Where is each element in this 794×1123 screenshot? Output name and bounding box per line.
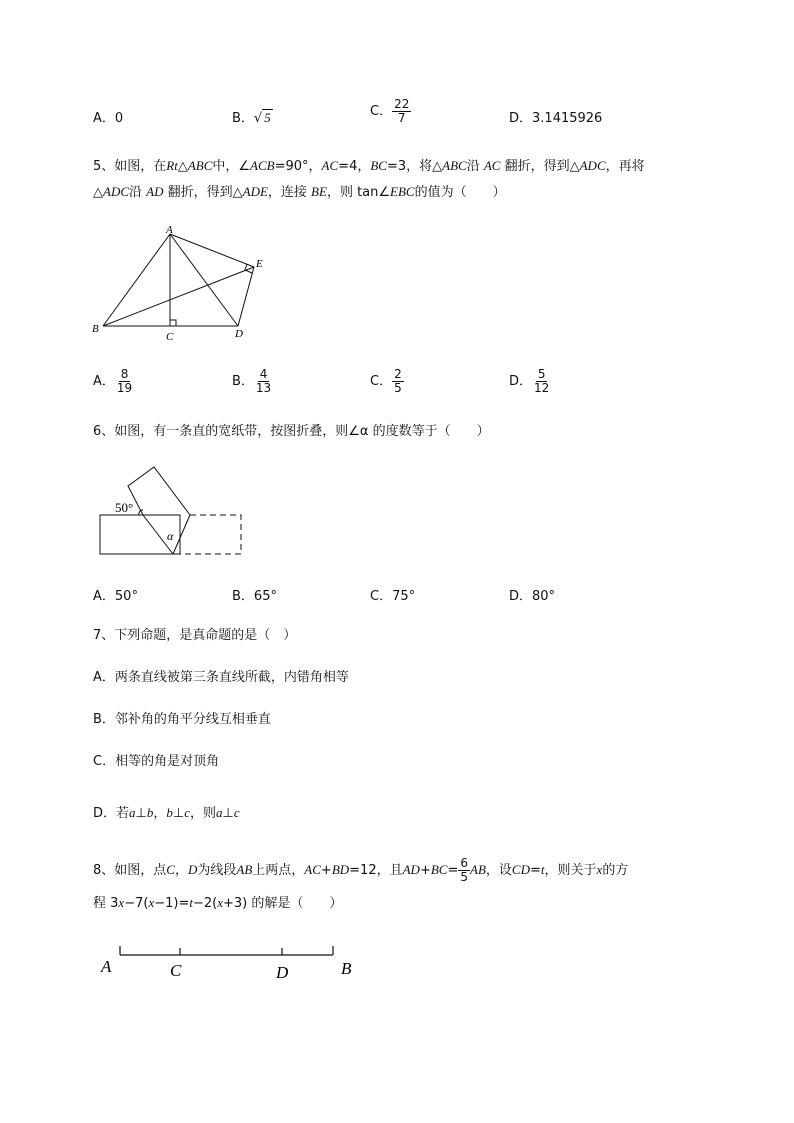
q5-option-c: [370, 368, 404, 395]
text: ，则关于: [544, 863, 597, 878]
option-label: A．: [93, 111, 115, 126]
q8-segment-figure: [95, 940, 365, 990]
original-strip-dashed: [173, 515, 241, 554]
text: −2(: [192, 896, 218, 911]
math: ADE: [242, 184, 268, 199]
perp-symbol: ⊥: [222, 806, 234, 821]
q4-option-b: [232, 107, 273, 126]
math: AD: [146, 184, 164, 199]
q5-option-d: [509, 368, 551, 395]
option-value: 65°: [253, 589, 277, 604]
q5-triangle-figure: [88, 222, 288, 347]
text: =12，且: [349, 863, 403, 878]
numerator: 2: [394, 367, 402, 381]
option-value: 0: [114, 111, 124, 126]
math: ADC: [103, 184, 129, 199]
text: +: [320, 863, 332, 878]
text: −7(: [124, 896, 149, 911]
label-b: B: [92, 323, 99, 335]
math: x: [148, 895, 155, 910]
option-label: B．: [232, 374, 254, 389]
math: AD: [402, 862, 420, 877]
q5-stem-line2: [93, 179, 506, 206]
label-c: C: [166, 331, 174, 343]
math: BC: [430, 862, 448, 877]
q6-paper-strip-figure: [95, 462, 250, 562]
math: ACB: [250, 158, 275, 173]
math: D: [187, 862, 198, 877]
option-label: B．: [232, 111, 254, 126]
q6-option-a: [93, 585, 138, 604]
label-b: B: [341, 959, 352, 978]
math: c: [233, 805, 240, 820]
label-a: A: [101, 957, 112, 976]
denominator: 19: [116, 381, 133, 395]
text: ，: [174, 863, 188, 878]
option-label: D．: [509, 111, 533, 126]
q7-option-a: A．两条直线被第三条直线所截，内错角相等: [93, 670, 349, 685]
denominator: 12: [534, 381, 550, 395]
math: EBC: [390, 184, 415, 199]
option-label: D．: [509, 374, 533, 389]
angle-label-50: 50°: [115, 500, 134, 515]
math: a: [215, 805, 223, 820]
fold-line: [173, 515, 190, 554]
denominator: 5: [394, 381, 402, 395]
q7-option-b: B．邻补角的角平分线互相垂直: [93, 712, 271, 727]
math: x: [596, 862, 603, 877]
option-label: C．: [370, 374, 393, 389]
label-d: D: [235, 328, 243, 340]
q4-option-a: [93, 107, 123, 126]
math: CD: [511, 862, 530, 877]
text: 的方: [602, 863, 629, 878]
numerator: 8: [120, 367, 129, 381]
option-value: 3.1415926: [532, 111, 603, 126]
text: 沿: [129, 185, 147, 200]
text: 中，∠: [212, 159, 251, 174]
math: ABC: [442, 158, 467, 173]
option-value: 80°: [532, 589, 556, 604]
perp-symbol: ⊥: [172, 806, 185, 821]
denominator: 7: [397, 111, 406, 125]
math: C: [166, 862, 175, 877]
text: 翻折，得到△: [163, 185, 243, 200]
numerator: 22: [394, 97, 410, 111]
text: +: [419, 863, 431, 878]
text: △: [93, 185, 103, 200]
math: b: [166, 805, 173, 820]
text: ，则 tan∠: [326, 185, 391, 200]
math: t: [540, 862, 545, 877]
numerator: 4: [259, 367, 268, 381]
option-label: A．: [93, 589, 115, 604]
fraction: [392, 368, 404, 395]
math: x: [118, 895, 125, 910]
text: 沿: [466, 159, 484, 174]
text: ，: [153, 806, 167, 821]
math: BE: [311, 184, 327, 199]
text: ，再将: [605, 159, 645, 174]
q6-option-d: [509, 585, 555, 604]
q7-stem: 7、下列命题，是真命题的是（ ）: [93, 628, 297, 643]
text: =: [529, 863, 541, 878]
angle-label-alpha: α: [167, 529, 174, 543]
denominator: 13: [255, 381, 272, 395]
math: Rt△ABC: [166, 158, 213, 173]
math: x: [217, 895, 224, 910]
option-label: B．: [232, 589, 254, 604]
option-label: D．: [509, 589, 533, 604]
perp-symbol: ⊥: [135, 806, 147, 821]
q6-option-c: [370, 585, 415, 604]
math: ADC: [579, 158, 606, 173]
option-label: C．: [370, 104, 393, 119]
folded-flap: [128, 467, 190, 515]
text: 8、如图，点: [93, 863, 167, 878]
text: =90°，: [274, 159, 322, 174]
text: D．若: [93, 806, 130, 821]
text: ，则: [189, 806, 216, 821]
q4-option-d: [509, 107, 602, 126]
option-label: C．: [370, 589, 393, 604]
math: AC: [483, 158, 501, 173]
text: =3，将△: [386, 159, 443, 174]
fraction-six-fifths: [458, 857, 470, 884]
q8-stem-line1: [93, 855, 628, 886]
text: 程 3: [93, 896, 119, 911]
text: +3) 的解是（ ）: [223, 896, 343, 911]
segment-ab: [103, 234, 170, 326]
radicand: 5: [264, 110, 271, 125]
text: 翻折，得到△: [500, 159, 580, 174]
fraction: [392, 98, 411, 125]
radical-sign: √: [253, 111, 263, 126]
option-value: 75°: [392, 589, 416, 604]
q5-option-b: [232, 368, 273, 395]
math: a: [129, 805, 136, 820]
fraction: [532, 368, 551, 395]
fraction: [254, 368, 273, 395]
q5-stem-line1: [93, 153, 645, 180]
numerator: 5: [537, 367, 546, 381]
math: b: [146, 805, 154, 820]
math: t: [189, 895, 193, 910]
label-c: C: [170, 961, 182, 980]
text: 为线段: [197, 863, 237, 878]
text: ，连接: [267, 185, 312, 200]
q4-option-c: [370, 98, 411, 125]
q7-option-d: [93, 800, 240, 827]
math: BC: [370, 158, 387, 173]
math: AC: [321, 158, 339, 173]
sqrt-expression: [254, 109, 273, 126]
text: ，设: [485, 863, 512, 878]
q8-stem-line2: [93, 890, 342, 917]
q5-option-a: [93, 368, 134, 395]
math: BD: [331, 862, 350, 877]
fraction: [115, 368, 134, 395]
text: 上两点，: [252, 863, 305, 878]
segment-ed: [238, 267, 254, 326]
q6-stem: 6、如图，有一条直的宽纸带，按图折叠，则∠α 的度数等于（ ）: [93, 424, 490, 439]
label-a: A: [166, 224, 173, 236]
text: 的值为（ ）: [414, 185, 506, 200]
q7-option-c: C．相等的角是对顶角: [93, 754, 220, 769]
math: AB: [470, 862, 486, 877]
label-e: E: [256, 258, 263, 270]
option-label: A．: [93, 374, 115, 389]
label-d: D: [276, 963, 289, 982]
denominator: 5: [460, 870, 469, 884]
math: AC: [304, 862, 321, 877]
math: c: [184, 805, 190, 820]
text: 5、如图，在: [93, 159, 167, 174]
text: =: [447, 863, 459, 878]
text: −1)=: [154, 896, 190, 911]
right-angle-mark-c: [170, 320, 176, 326]
option-value: 50°: [114, 589, 138, 604]
q6-option-b: [232, 585, 277, 604]
numerator: 6: [460, 856, 469, 870]
text: =4，: [338, 159, 371, 174]
math: AB: [236, 862, 253, 877]
